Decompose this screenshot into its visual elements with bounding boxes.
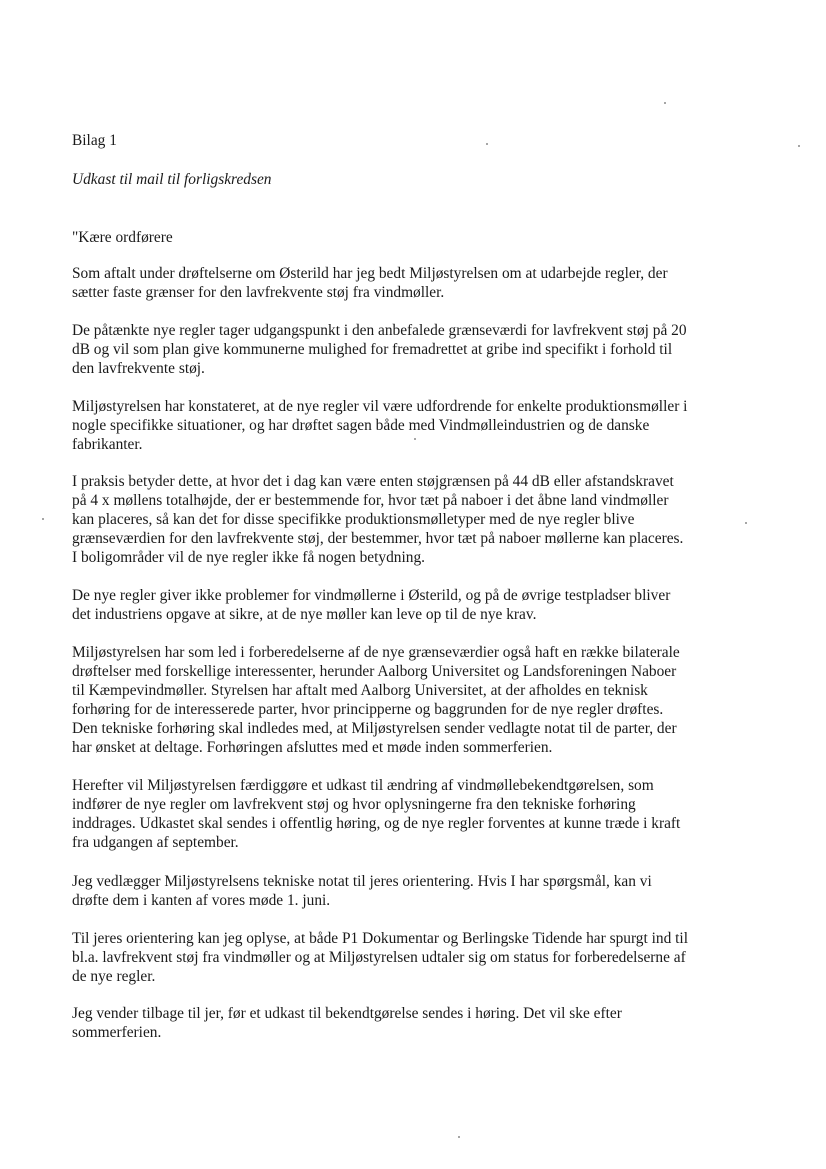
document-subheading: Udkast til mail til forligskredsen: [72, 171, 272, 188]
scan-speck: [42, 518, 44, 520]
paragraph-line: Den tekniske forhøring skal indledes med, at Miljøstyrelsen sender vedlagte notat til de parter, der: [72, 720, 677, 737]
document-heading: Bilag 1: [72, 132, 117, 149]
paragraph-line: Herefter vil Miljøstyrelsen færdiggøre et udkast til ændring af vindmøllebekendtgørelsen, som: [72, 777, 654, 794]
paragraph-8: [72, 872, 752, 910]
paragraph-line: De påtænkte nye regler tager udgangspunkt i den anbefalede grænseværdi for lavfrekvent støj på 20: [72, 322, 687, 339]
paragraph-line: nogle specifikke situationer, og har drøftet sagen både med Vindmølleindustrien og de danske: [72, 417, 650, 434]
paragraph-9: [72, 929, 752, 986]
scan-speck: [745, 522, 747, 524]
paragraph-line: til Kæmpevindmøller. Styrelsen har aftalt med Aalborg Universitet, at der afholdes en teknisk: [72, 682, 648, 699]
scan-speck: [414, 438, 416, 440]
paragraph-line: bl.a. lavfrekvent støj fra vindmøller og at Miljøstyrelsen udtaler sig om status for forberedelserne af: [72, 949, 686, 966]
paragraph-line: har ønsket at deltage. Forhøringen afsluttes med et møde inden sommerferien.: [72, 739, 553, 756]
paragraph-3: [72, 397, 752, 454]
scan-speck: [798, 145, 800, 147]
scan-speck: [486, 143, 488, 145]
paragraph-2: [72, 321, 752, 378]
paragraph-line: grænseværdien for den lavfrekvente støj, der bestemmer, hvor tæt på naboer møllerne kan placeres.: [72, 530, 684, 547]
paragraph-line: I boligområder vil de nye regler ikke få nogen betydning.: [72, 549, 426, 566]
paragraph-line: Miljøstyrelsen har som led i forberedelserne af de nye grænseværdier også haft en række bilaterale: [72, 644, 680, 661]
scan-speck: [458, 1136, 460, 1138]
paragraph-line: drøfte dem i kanten af vores møde 1. juni.: [72, 892, 331, 909]
paragraph-line: indfører de nye regler om lavfrekvent støj og hvor oplysningerne fra den tekniske forhøring: [72, 796, 636, 813]
paragraph-line: dB og vil som plan give kommunerne mulighed for fremadrettet at gribe ind specifikt i forhold til: [72, 341, 673, 358]
paragraph-line: forhøring for de interesserede parter, hvor principperne og baggrunden for de nye regler drøftes.: [72, 701, 664, 718]
scan-speck: [664, 102, 666, 104]
salutation: "Kære ordførere: [72, 229, 173, 246]
paragraph-line: Jeg vedlægger Miljøstyrelsens tekniske notat til jeres orientering. Hvis I har spørgsmål, kan vi: [72, 873, 652, 890]
paragraph-line: fra udgangen af september.: [72, 834, 239, 851]
paragraph-4: [72, 472, 752, 567]
paragraph-line: kan placeres, så kan det for disse specifikke produktionsmølletyper med de nye regler blive: [72, 511, 635, 528]
paragraph-line: fabrikanter.: [72, 436, 143, 453]
paragraph-line: I praksis betyder dette, at hvor det i dag kan være enten støjgrænsen på 44 dB eller afstandskravet: [72, 473, 674, 490]
paragraph-7: [72, 776, 752, 852]
paragraph-line: de nye regler.: [72, 968, 156, 985]
paragraph-line: Som aftalt under drøftelserne om Østerild har jeg bedt Miljøstyrelsen om at udarbejde regler, der: [72, 265, 668, 282]
paragraph-line: sætter faste grænser for den lavfrekvente støj fra vindmøller.: [72, 284, 445, 301]
paragraph-1: [72, 264, 752, 302]
paragraph-10: [72, 1004, 752, 1042]
paragraph-line: inddrages. Udkastet skal sendes i offentlig høring, og de nye regler forventes at kunne træde i kraft: [72, 815, 681, 832]
paragraph-line: De nye regler giver ikke problemer for vindmøllerne i Østerild, og på de øvrige testpladser bliver: [72, 587, 671, 604]
paragraph-line: den lavfrekvente støj.: [72, 360, 205, 377]
paragraph-line: Til jeres orientering kan jeg oplyse, at både P1 Dokumentar og Berlingske Tidende har spurgt ind til: [72, 930, 688, 947]
paragraph-line: det industriens opgave at sikre, at de nye møller kan leve op til de nye krav.: [72, 606, 537, 623]
paragraph-6: [72, 643, 752, 757]
paragraph-5: [72, 586, 752, 624]
paragraph-line: Jeg vender tilbage til jer, før et udkast til bekendtgørelse sendes i høring. Det vil ske efter: [72, 1005, 622, 1022]
paragraph-line: sommerferien.: [72, 1024, 162, 1041]
paragraph-line: drøftelser med forskellige interessenter, herunder Aalborg Universitet og Landsforeningen Naboer: [72, 663, 677, 680]
paragraph-line: på 4 x møllens totalhøjde, der er bestemmende for, hvor tæt på naboer i det åbne land vindmøller: [72, 492, 669, 509]
paragraph-line: Miljøstyrelsen har konstateret, at de nye regler vil være udfordrende for enkelte produktionsmøller i: [72, 398, 688, 415]
